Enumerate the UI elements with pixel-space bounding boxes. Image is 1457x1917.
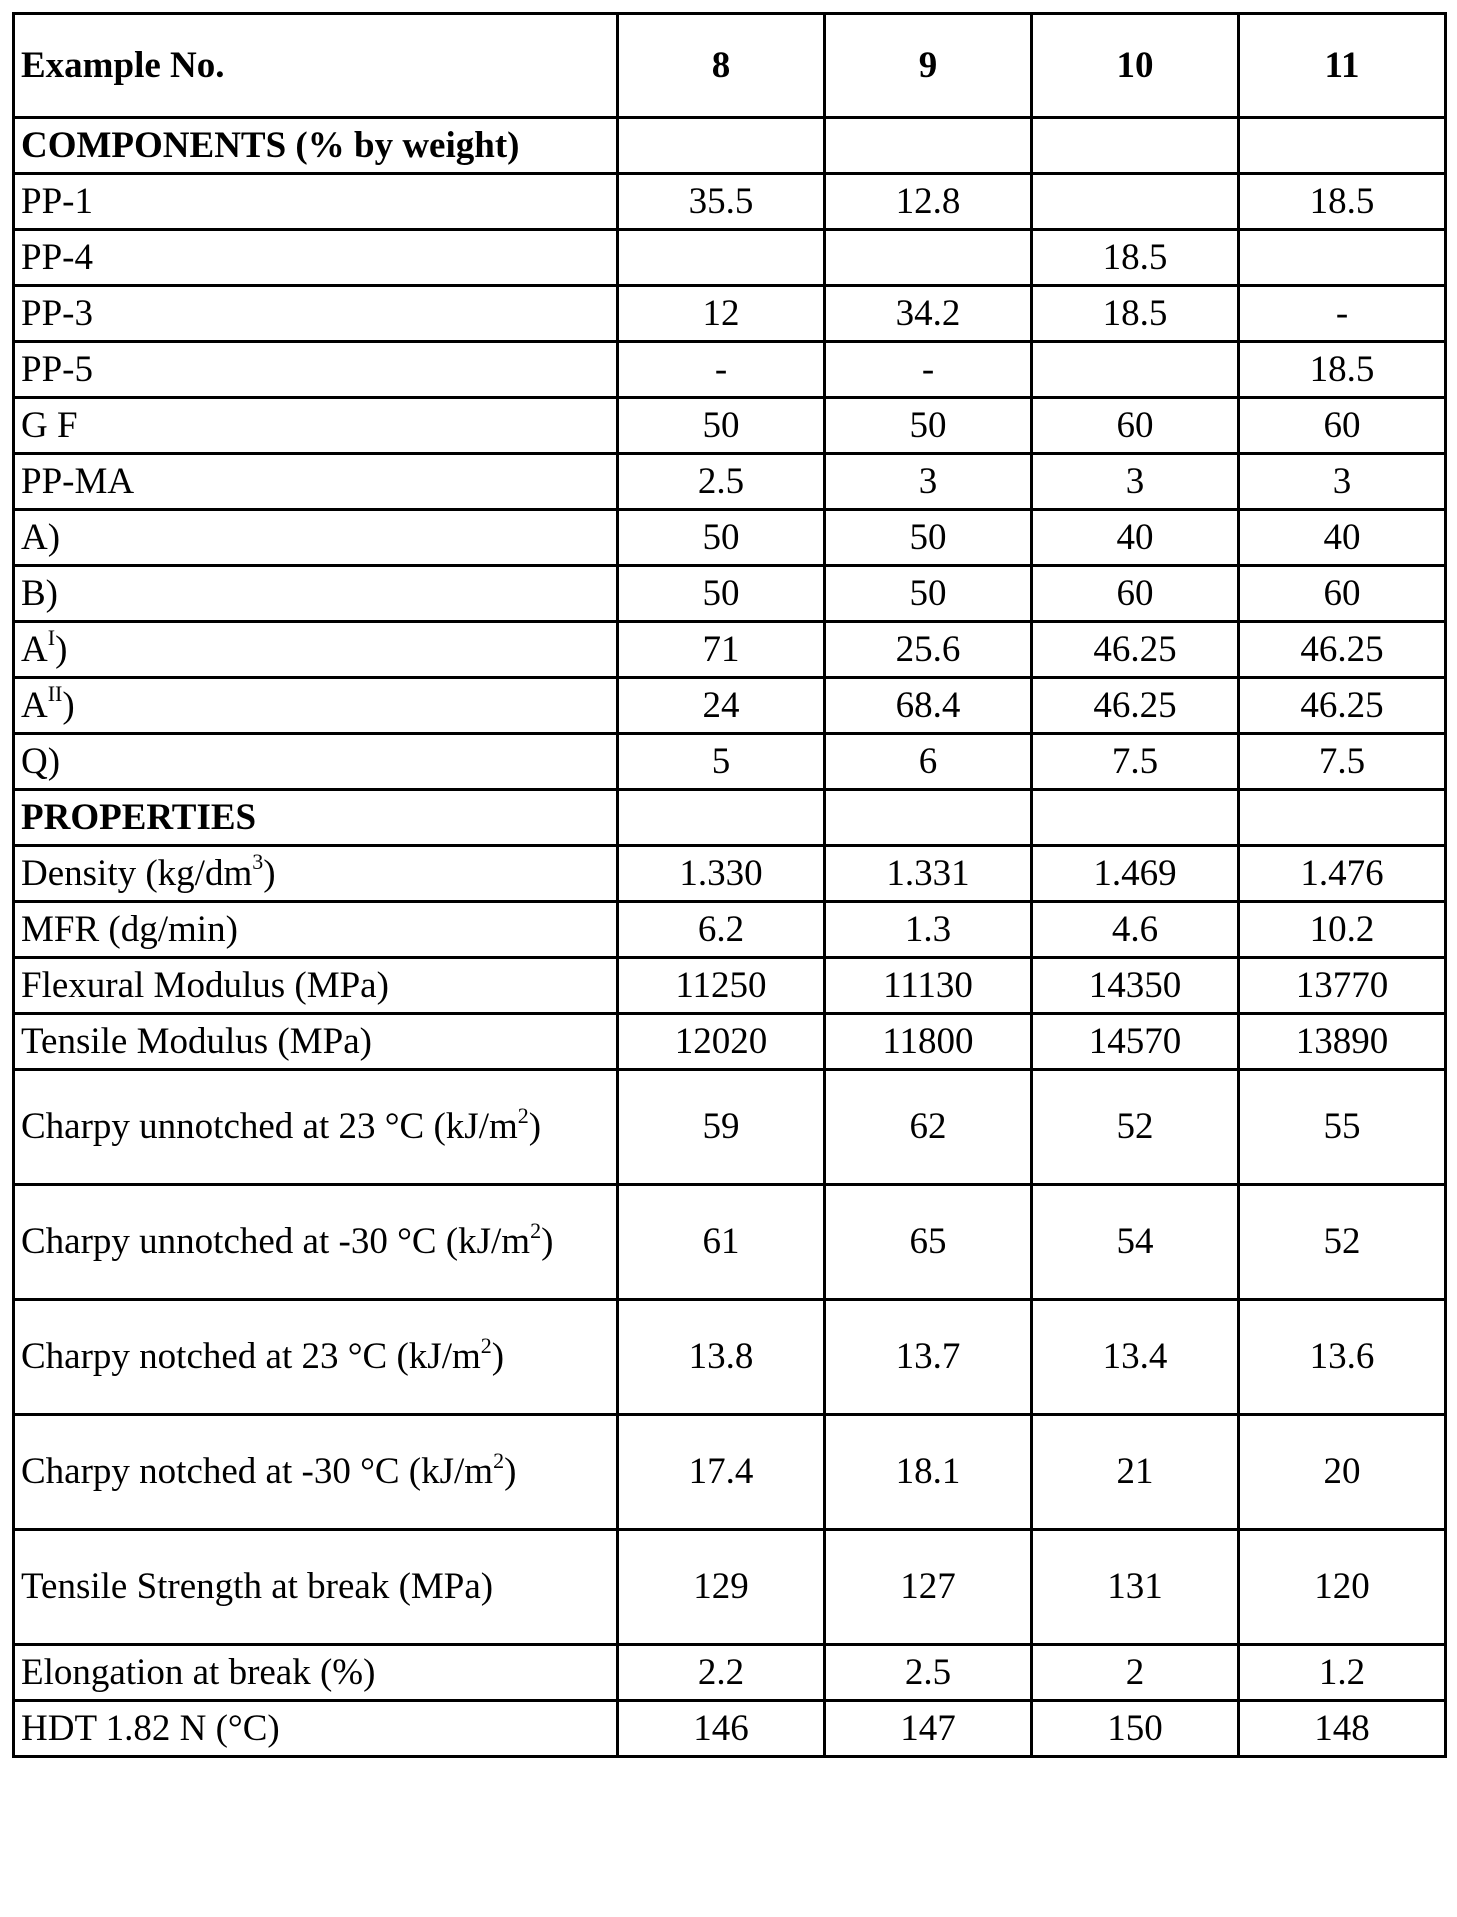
table-cell: 2.5 (618, 454, 825, 510)
table-cell: 13.8 (618, 1300, 825, 1415)
superscript: 2 (530, 1218, 541, 1243)
row-label (14, 902, 618, 958)
superscript: I (48, 625, 55, 650)
table-row (14, 1701, 1446, 1757)
table-cell (1032, 342, 1239, 398)
section-row (14, 790, 1446, 846)
table-cell: 1.2 (1239, 1645, 1446, 1701)
row-label-text: PP-4 (21, 237, 93, 278)
row-label-text: PP-5 (21, 349, 93, 390)
row-label-suffix: ) (504, 1451, 516, 1492)
superscript: 2 (493, 1448, 504, 1473)
table-cell: 46.25 (1032, 622, 1239, 678)
table-cell: 129 (618, 1530, 825, 1645)
table-cell: 50 (825, 566, 1032, 622)
table-cell: 1.476 (1239, 846, 1446, 902)
row-label (14, 510, 618, 566)
row-label (14, 1070, 618, 1185)
superscript: 2 (481, 1333, 492, 1358)
row-label (14, 734, 618, 790)
row-label (14, 1701, 618, 1757)
table-cell: 40 (1032, 510, 1239, 566)
table-cell: 20 (1239, 1415, 1446, 1530)
table-cell: - (618, 342, 825, 398)
table-row (14, 678, 1446, 734)
row-label-suffix: ) (55, 629, 67, 670)
table-cell: 18.5 (1032, 286, 1239, 342)
table-cell: 3 (1032, 454, 1239, 510)
table-cell: 12 (618, 286, 825, 342)
row-label (14, 958, 618, 1014)
table-cell: 1.3 (825, 902, 1032, 958)
row-label (14, 398, 618, 454)
row-label-text: COMPONENTS (% by weight) (21, 125, 519, 166)
table-cell: 146 (618, 1701, 825, 1757)
table-cell: 131 (1032, 1530, 1239, 1645)
table-cell (825, 230, 1032, 286)
row-label-text: Charpy notched at 23 °C (kJ/m (21, 1336, 481, 1377)
row-label (14, 1014, 618, 1070)
table-row (14, 622, 1446, 678)
table-cell (1239, 790, 1446, 846)
row-label (14, 1415, 618, 1530)
table-cell: 13890 (1239, 1014, 1446, 1070)
table-cell: 11800 (825, 1014, 1032, 1070)
row-label-suffix: ) (529, 1106, 541, 1147)
table-cell: 68.4 (825, 678, 1032, 734)
table-cell: 13.7 (825, 1300, 1032, 1415)
table-cell: 11250 (618, 958, 825, 1014)
table-cell: 18.5 (1032, 230, 1239, 286)
table-cell (618, 230, 825, 286)
row-label (14, 1530, 618, 1645)
table-row (14, 454, 1446, 510)
table-cell (618, 790, 825, 846)
row-label-text: PP-MA (21, 461, 134, 502)
table-row (14, 398, 1446, 454)
superscript: II (48, 681, 63, 706)
row-label-suffix: ) (263, 853, 275, 894)
row-label-text: Charpy unnotched at 23 °C (kJ/m (21, 1106, 518, 1147)
row-label (14, 846, 618, 902)
row-label-text: PP-1 (21, 181, 93, 222)
table-cell (1032, 118, 1239, 174)
row-label-text: Tensile Modulus (MPa) (21, 1021, 372, 1062)
table-row (14, 958, 1446, 1014)
header-example-10: 10 (1032, 14, 1239, 118)
table-cell: 18.5 (1239, 174, 1446, 230)
table-cell: 5 (618, 734, 825, 790)
table-cell: - (825, 342, 1032, 398)
table-cell: 1.331 (825, 846, 1032, 902)
row-label (14, 342, 618, 398)
row-label-text: A (21, 685, 48, 726)
table-cell: 17.4 (618, 1415, 825, 1530)
row-label (14, 1645, 618, 1701)
table-cell: 1.330 (618, 846, 825, 902)
table-cell: 71 (618, 622, 825, 678)
table-cell: 24 (618, 678, 825, 734)
table-cell: 18.1 (825, 1415, 1032, 1530)
table-cell: 148 (1239, 1701, 1446, 1757)
table-cell: 60 (1239, 398, 1446, 454)
table-cell: 61 (618, 1185, 825, 1300)
table-cell: 14350 (1032, 958, 1239, 1014)
table-cell: 3 (1239, 454, 1446, 510)
table-cell: 127 (825, 1530, 1032, 1645)
row-label-text: Q) (21, 741, 60, 782)
row-label-text: B) (21, 573, 58, 614)
table-cell: 60 (1032, 566, 1239, 622)
table-cell: 11130 (825, 958, 1032, 1014)
table-row (14, 1530, 1446, 1645)
row-label-text: G F (21, 405, 78, 446)
table-row (14, 1645, 1446, 1701)
table-cell: 65 (825, 1185, 1032, 1300)
row-label-text: Density (kg/dm (21, 853, 252, 894)
table-cell: 120 (1239, 1530, 1446, 1645)
table-cell (825, 790, 1032, 846)
table-cell (1239, 230, 1446, 286)
row-label (14, 566, 618, 622)
table-cell: 46.25 (1239, 622, 1446, 678)
row-label-text: Charpy notched at -30 °C (kJ/m (21, 1451, 493, 1492)
table-cell: 147 (825, 1701, 1032, 1757)
table-cell: 46.25 (1032, 678, 1239, 734)
table-cell: 2.5 (825, 1645, 1032, 1701)
table-cell: 150 (1032, 1701, 1239, 1757)
table-cell: 34.2 (825, 286, 1032, 342)
table-cell: 50 (825, 510, 1032, 566)
table-cell: 60 (1032, 398, 1239, 454)
header-label: Example No. (14, 14, 618, 118)
table-row (14, 1415, 1446, 1530)
header-row (14, 14, 1446, 118)
row-label (14, 678, 618, 734)
table-row (14, 1300, 1446, 1415)
row-label (14, 1300, 618, 1415)
row-label-text: PROPERTIES (21, 797, 256, 838)
table-cell: 50 (825, 398, 1032, 454)
table-row (14, 902, 1446, 958)
table-row (14, 342, 1446, 398)
table-cell: 21 (1032, 1415, 1239, 1530)
row-label (14, 790, 618, 846)
table-cell: 40 (1239, 510, 1446, 566)
table-cell: 13.4 (1032, 1300, 1239, 1415)
row-label (14, 622, 618, 678)
table-cell: 50 (618, 510, 825, 566)
row-label (14, 174, 618, 230)
row-label-suffix: ) (62, 685, 74, 726)
header-example-11: 11 (1239, 14, 1446, 118)
row-label-text: Charpy unnotched at -30 °C (kJ/m (21, 1221, 530, 1262)
table-cell: 18.5 (1239, 342, 1446, 398)
section-row (14, 118, 1446, 174)
row-label (14, 118, 618, 174)
row-label (14, 230, 618, 286)
table-cell: 7.5 (1032, 734, 1239, 790)
row-label-text: Flexural Modulus (MPa) (21, 965, 389, 1006)
table-cell: 12.8 (825, 174, 1032, 230)
table-row (14, 1185, 1446, 1300)
row-label-suffix: ) (492, 1336, 504, 1377)
table-row (14, 566, 1446, 622)
table-cell (1239, 118, 1446, 174)
table-cell: 10.2 (1239, 902, 1446, 958)
table-cell: 59 (618, 1070, 825, 1185)
properties-table (12, 12, 1447, 1758)
row-label-text: A (21, 629, 48, 670)
table-cell: 55 (1239, 1070, 1446, 1185)
table-cell: 1.469 (1032, 846, 1239, 902)
table-cell: 46.25 (1239, 678, 1446, 734)
table-cell: 2 (1032, 1645, 1239, 1701)
table-cell (618, 118, 825, 174)
table-cell (1032, 174, 1239, 230)
table-cell: 12020 (618, 1014, 825, 1070)
table-cell: 52 (1032, 1070, 1239, 1185)
table-row (14, 286, 1446, 342)
row-label-text: A) (21, 517, 60, 558)
table-cell: 54 (1032, 1185, 1239, 1300)
table-cell: 2.2 (618, 1645, 825, 1701)
table-row (14, 846, 1446, 902)
table-row (14, 174, 1446, 230)
row-label-suffix: ) (541, 1221, 553, 1262)
table-cell: 50 (618, 398, 825, 454)
table-row (14, 734, 1446, 790)
table-row (14, 230, 1446, 286)
row-label (14, 1185, 618, 1300)
table-row (14, 1070, 1446, 1185)
table-cell: 13.6 (1239, 1300, 1446, 1415)
table-row (14, 510, 1446, 566)
row-label-text: HDT 1.82 N (°C) (21, 1708, 280, 1749)
row-label-text: Tensile Strength at break (MPa) (21, 1566, 493, 1607)
row-label-text: Elongation at break (%) (21, 1652, 375, 1693)
table-cell: 50 (618, 566, 825, 622)
superscript: 3 (252, 849, 263, 874)
table-cell (1032, 790, 1239, 846)
table-cell: 6 (825, 734, 1032, 790)
table-cell: 60 (1239, 566, 1446, 622)
table-cell: 3 (825, 454, 1032, 510)
header-example-8: 8 (618, 14, 825, 118)
table-cell: 52 (1239, 1185, 1446, 1300)
table-cell: 25.6 (825, 622, 1032, 678)
table-row (14, 1014, 1446, 1070)
table-cell: - (1239, 286, 1446, 342)
table-cell: 14570 (1032, 1014, 1239, 1070)
row-label (14, 286, 618, 342)
row-label-text: MFR (dg/min) (21, 909, 238, 950)
table-cell (825, 118, 1032, 174)
table-cell: 6.2 (618, 902, 825, 958)
superscript: 2 (518, 1103, 529, 1128)
table-cell: 13770 (1239, 958, 1446, 1014)
row-label-text: PP-3 (21, 293, 93, 334)
header-example-9: 9 (825, 14, 1032, 118)
row-label (14, 454, 618, 510)
table-cell: 4.6 (1032, 902, 1239, 958)
table-cell: 35.5 (618, 174, 825, 230)
table-cell: 62 (825, 1070, 1032, 1185)
table-cell: 7.5 (1239, 734, 1446, 790)
